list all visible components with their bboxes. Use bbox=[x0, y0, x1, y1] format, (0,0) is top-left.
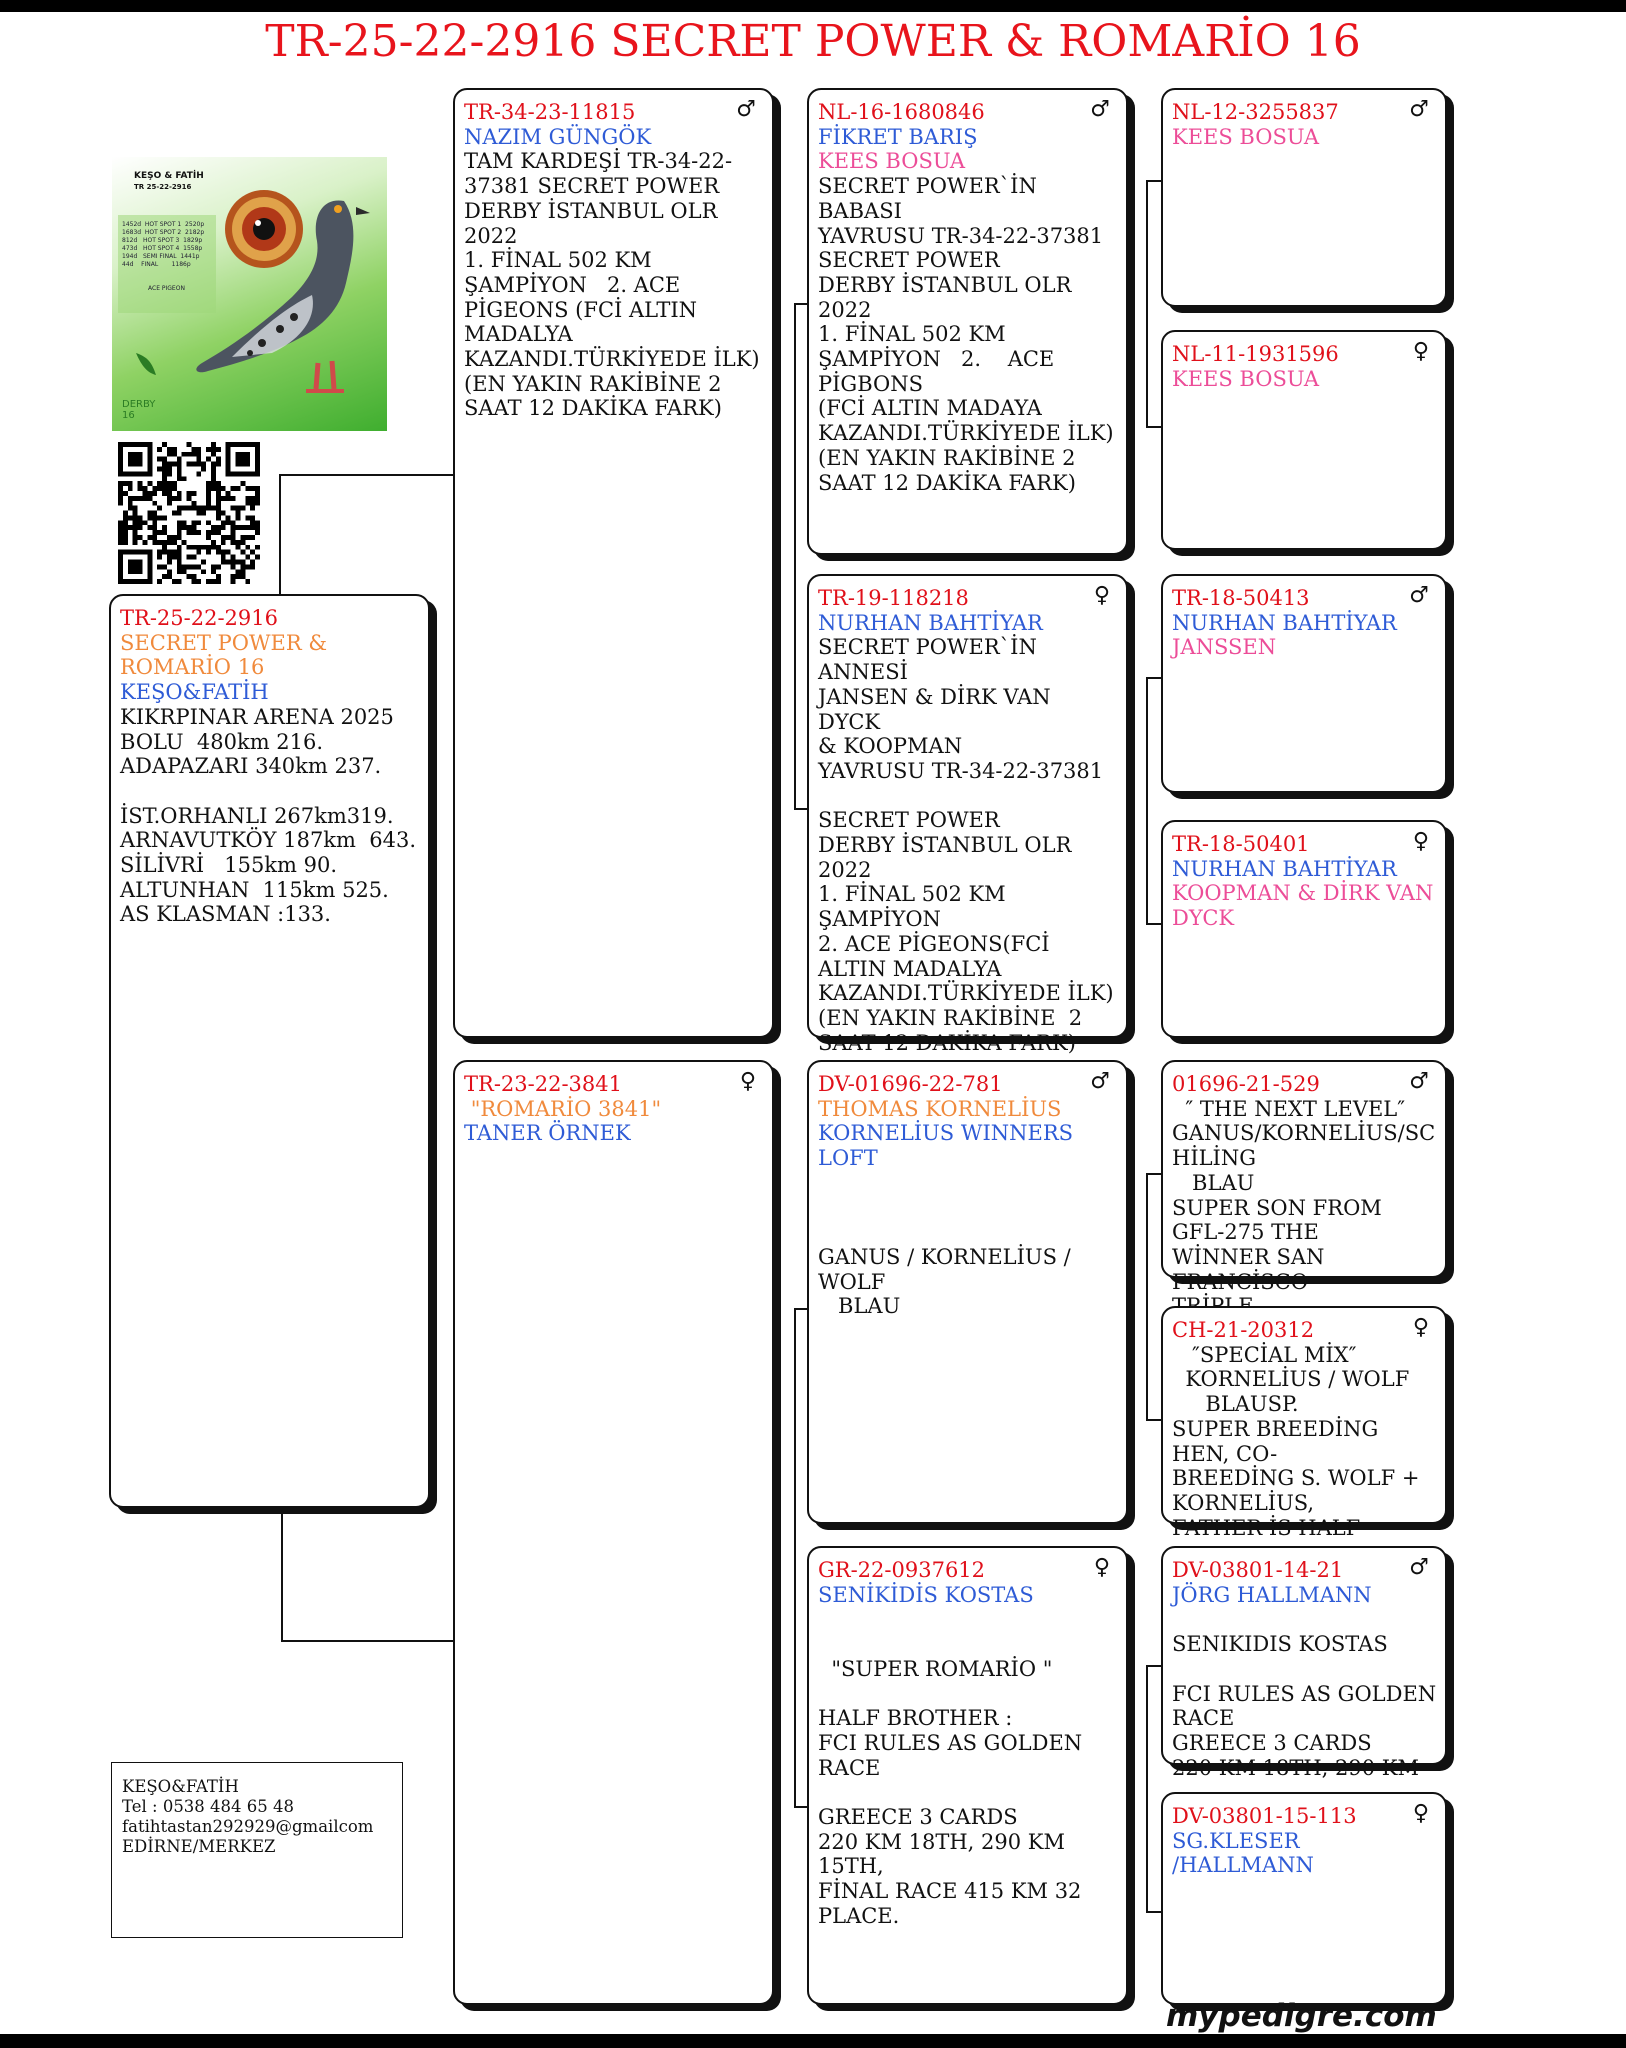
female-icon: ♀ bbox=[1093, 583, 1110, 608]
card-text bbox=[818, 583, 1118, 1055]
note-line: ″SPECİAL MİX″ bbox=[1172, 1342, 1357, 1367]
owner-name: SG.KLESER /HALLMANN bbox=[1172, 1828, 1314, 1878]
note-line: BREEDİNG S. WOLF + bbox=[1172, 1466, 1420, 1491]
ring-number: NL-16-1680846 bbox=[818, 100, 985, 124]
ring-number: DV-03801-15-113 bbox=[1172, 1804, 1357, 1828]
note-line: TAM KARDEŞİ TR-34-22-37381 SECRET POWER bbox=[464, 149, 733, 199]
ring-number: TR-34-23-11815 bbox=[464, 100, 636, 124]
dam-dam-card[interactable] bbox=[807, 1546, 1128, 2005]
photo-header: KEŞO & FATİH bbox=[134, 171, 204, 181]
note-line: AS KLASMAN :133. bbox=[120, 902, 331, 927]
connector-line bbox=[1146, 180, 1148, 428]
connector-line bbox=[794, 1308, 796, 1808]
contact-line: fatihtastan292929@gmailcom bbox=[122, 1817, 374, 1836]
connector-line bbox=[1146, 677, 1148, 925]
note-line: WİNNER SAN FRANCİSCO bbox=[1172, 1244, 1332, 1294]
note-line: 220 KM 18TH, 290 KM bbox=[1172, 1755, 1419, 1780]
connector-line bbox=[1146, 1665, 1161, 1667]
ds-sire-card[interactable] bbox=[1161, 1060, 1447, 1294]
note-line: FATHER İS HALF bbox=[1172, 1515, 1361, 1540]
owner-name: NAZIM GÜNGÖK bbox=[464, 124, 652, 149]
ring-number: GR-22-0937612 bbox=[818, 1558, 986, 1582]
connector-line bbox=[279, 474, 453, 476]
breeder-name: KEES BOSUA bbox=[1172, 366, 1320, 391]
owner-name: FİKRET BARIŞ bbox=[818, 124, 978, 149]
ring-number: TR-19-118218 bbox=[818, 586, 969, 610]
note-line bbox=[1172, 1657, 1437, 1682]
bottom-border bbox=[0, 2034, 1626, 2048]
note-line bbox=[818, 1196, 1118, 1221]
connector-line bbox=[1146, 677, 1161, 679]
female-icon: ♀ bbox=[1412, 829, 1429, 854]
note-line: (EN YAKIN RAKİBİNE 2 bbox=[818, 1005, 1083, 1030]
sire-card[interactable] bbox=[453, 88, 774, 1038]
connector-line bbox=[281, 1640, 453, 1642]
card-text bbox=[1172, 1069, 1437, 1294]
connector-line bbox=[279, 474, 281, 594]
note-line: (EN YAKIN RAKİBİNE 2 bbox=[818, 445, 1076, 470]
connector-line bbox=[794, 1806, 808, 1808]
card-text bbox=[464, 1069, 764, 1999]
connector-line bbox=[281, 1506, 283, 1642]
ss-dam-card[interactable] bbox=[1161, 330, 1447, 550]
owner-name: NURHAN BAHTİYAR bbox=[1172, 856, 1397, 881]
note-line: PLACE. bbox=[818, 1903, 900, 1928]
male-icon: ♂ bbox=[1409, 1555, 1429, 1580]
note-line: FCI RULES AS GOLDEN bbox=[1172, 1681, 1437, 1706]
note-line: ALTIN MADALYA bbox=[818, 956, 1002, 981]
breeder-name: KOOPMAN & DİRK VAN DYCK bbox=[1172, 881, 1441, 931]
pigeon-name: "ROMARİO 3841" bbox=[464, 1096, 662, 1121]
note-line: SUPER BREEDİNG HEN, CO- bbox=[1172, 1416, 1385, 1466]
note-line: GREECE 3 CARDS bbox=[818, 1805, 1018, 1830]
note-line: 220 KM 18TH, 290 KM bbox=[818, 1829, 1065, 1854]
page-title: TR-25-22-2916 SECRET POWER & ROMARİO 16 bbox=[265, 16, 1361, 67]
owner-name: KEŞO&FATİH bbox=[120, 680, 269, 705]
breeder-name: JANSSEN bbox=[1172, 635, 1277, 660]
ring-number: TR-18-50401 bbox=[1172, 832, 1310, 856]
note-line: ARNAVUTKÖY 187km 643. bbox=[120, 828, 417, 853]
note-line: GREECE 3 CARDS bbox=[1172, 1730, 1372, 1755]
note-line: 2. ACE PİGEONS(FCİ bbox=[818, 931, 1050, 956]
note-line: FİNAL RACE 415 KM 32 bbox=[818, 1879, 1082, 1904]
connector-line bbox=[1146, 1665, 1148, 1913]
note-line: 1. FİNAL 502 KM bbox=[818, 322, 1006, 347]
male-icon: ♂ bbox=[1090, 1069, 1110, 1094]
contact-line: KEŞO&FATİH bbox=[122, 1777, 239, 1796]
owner-name: SENİKİDİS KOSTAS bbox=[818, 1582, 1034, 1607]
card-text bbox=[1172, 583, 1437, 787]
note-line bbox=[818, 1682, 1118, 1707]
note-line: 15TH, bbox=[818, 1854, 884, 1879]
note-line: SAAT 12 DAKİKA FARK) bbox=[818, 470, 1076, 495]
note-line: WOLF bbox=[818, 1269, 886, 1294]
note-line: ADAPAZARI 340km 237. bbox=[120, 754, 382, 779]
female-icon: ♀ bbox=[739, 1069, 756, 1094]
note-line: RACE bbox=[1172, 1706, 1235, 1731]
note-line: KORNELİUS / WOLF bbox=[1172, 1367, 1410, 1392]
qr-code bbox=[118, 442, 260, 584]
photo-result: 1452d HOT SPOT 1 2520p bbox=[122, 221, 205, 228]
connector-line bbox=[1146, 1911, 1161, 1913]
note-line: SECRET POWER`İN ANNESİ bbox=[818, 635, 1044, 685]
breeder-name: KEES BOSUA bbox=[1172, 124, 1320, 149]
ring-number: 01696-21-529 bbox=[1172, 1072, 1320, 1096]
connector-line bbox=[1146, 426, 1161, 428]
note-line: FCI RULES AS GOLDEN bbox=[818, 1730, 1083, 1755]
male-icon: ♂ bbox=[736, 97, 756, 122]
male-icon: ♂ bbox=[1409, 583, 1429, 608]
ring-number: CH-21-20312 bbox=[1172, 1318, 1315, 1342]
note-line: YAVRUSU TR-34-22-37381 bbox=[818, 223, 1104, 248]
note-line: KAZANDI.TÜRKİYEDE İLK) bbox=[818, 981, 1114, 1006]
female-icon: ♀ bbox=[1412, 339, 1429, 364]
note-line bbox=[818, 1780, 1118, 1805]
note-line: DERBY İSTANBUL OLR 2022 bbox=[464, 198, 725, 248]
photo-result: 44d FINAL 1186p bbox=[122, 261, 191, 268]
connector-line bbox=[794, 303, 796, 810]
photo-tag: ACE PIGEON bbox=[148, 285, 185, 292]
photo-result: 1683d HOT SPOT 2 2182p bbox=[122, 229, 205, 236]
ring-number: TR-23-22-3841 bbox=[464, 1072, 622, 1096]
ring-number: NL-11-1931596 bbox=[1172, 342, 1339, 366]
connector-line bbox=[794, 303, 808, 305]
note-line: ŞAMPİYON 2. ACE PİGEONS (FCİ ALTIN MADALYA bbox=[464, 272, 704, 347]
note-line: BLAU bbox=[1172, 1170, 1255, 1195]
ring-number: NL-12-3255837 bbox=[1172, 100, 1339, 124]
note-line: "SUPER ROMARİO " bbox=[818, 1656, 1053, 1681]
ring-number: TR-25-22-2916 bbox=[120, 606, 278, 630]
note-line bbox=[120, 779, 420, 804]
site-watermark: mypedigre.com bbox=[1166, 1998, 1437, 2034]
male-icon: ♂ bbox=[1090, 97, 1110, 122]
female-icon: ♀ bbox=[1412, 1315, 1429, 1340]
connector-line bbox=[1146, 1173, 1148, 1421]
owner-name: JÖRG HALLMANN bbox=[1172, 1582, 1372, 1607]
female-icon: ♀ bbox=[1412, 1801, 1429, 1826]
note-line: BOLU 480km 216. bbox=[120, 729, 324, 754]
card-text bbox=[1172, 1801, 1437, 1999]
note-line: KIKRPINAR ARENA 2025 bbox=[120, 704, 394, 729]
note-line bbox=[818, 1607, 1118, 1632]
note-line: & KOOPMAN bbox=[818, 734, 963, 759]
note-line: SAAT 12 DAKİKA FARK) bbox=[818, 1030, 1076, 1055]
contact-box bbox=[111, 1762, 403, 1938]
note-line: HALF BROTHER : bbox=[818, 1706, 1013, 1731]
note-line: DERBY İSTANBUL OLR 2022 bbox=[818, 272, 1079, 322]
note-line: SECRET POWER`İN BABASI bbox=[818, 174, 1044, 223]
connector-line bbox=[794, 808, 808, 810]
card-text bbox=[818, 1555, 1118, 1999]
dam-card[interactable] bbox=[453, 1060, 774, 2005]
pigeon-name: THOMAS KORNELİUS bbox=[818, 1096, 1062, 1121]
note-line: SENIKIDIS KOSTAS bbox=[1172, 1632, 1388, 1657]
note-line: PİGBONS bbox=[818, 371, 923, 396]
connector-line bbox=[1146, 1419, 1161, 1421]
note-line: GANUS/KORNELİUS/SCHİLİNG bbox=[1172, 1121, 1436, 1171]
note-line: RACE bbox=[818, 1755, 881, 1780]
note-line: JANSEN & DİRK VAN DYCK bbox=[818, 684, 1058, 734]
subject-card[interactable] bbox=[109, 594, 430, 1508]
card-text bbox=[1172, 97, 1437, 301]
owner-name: KORNELİUS WINNERS LOFT bbox=[818, 1121, 1080, 1171]
photo-ring: TR 25-22-2916 bbox=[134, 183, 192, 191]
note-line: (FCİ ALTIN MADAYA bbox=[818, 396, 1042, 421]
owner-name: TANER ÖRNEK bbox=[464, 1121, 631, 1146]
card-text bbox=[818, 1069, 1118, 1518]
card-text bbox=[1172, 1315, 1437, 1540]
dd-dam-card[interactable] bbox=[1161, 1792, 1447, 2005]
note-line: ″ THE NEXT LEVEL″ bbox=[1172, 1096, 1406, 1121]
note-line: KORNELİUS, bbox=[1172, 1490, 1315, 1515]
ring-number: DV-03801-14-21 bbox=[1172, 1558, 1344, 1582]
card-text bbox=[1172, 339, 1437, 544]
ring-number: TR-18-50413 bbox=[1172, 586, 1310, 610]
dam-sire-card[interactable] bbox=[807, 1060, 1128, 1524]
note-line: ŞAMPİYON bbox=[818, 907, 941, 932]
connector-line bbox=[1146, 1173, 1161, 1175]
ring-number: DV-01696-22-781 bbox=[818, 1072, 1003, 1096]
note-line: SECRET POWER bbox=[818, 248, 1000, 273]
note-line: 1. FİNAL 502 KM bbox=[464, 248, 652, 273]
note-line: ALTUNHAN 115km 525. bbox=[120, 877, 389, 902]
note-line bbox=[818, 1220, 1118, 1245]
male-icon: ♂ bbox=[1409, 97, 1429, 122]
ds-dam-card[interactable] bbox=[1161, 1306, 1447, 1540]
note-line: İST.ORHANLI 267km319. bbox=[120, 803, 394, 828]
note-line: 1. FİNAL 502 KM bbox=[818, 882, 1006, 907]
dd-sire-card[interactable] bbox=[1161, 1546, 1447, 1780]
card-text bbox=[120, 606, 420, 1502]
ss-sire-card[interactable] bbox=[1161, 88, 1447, 307]
male-icon: ♂ bbox=[1409, 1069, 1429, 1094]
connector-line bbox=[794, 1308, 808, 1310]
photo-result: 812d HOT SPOT 3 1829p bbox=[122, 237, 203, 244]
note-line: ŞAMPİYON 2. ACE bbox=[818, 347, 1055, 372]
note-line: KAZANDI.TÜRKİYEDE İLK) bbox=[464, 347, 760, 372]
connector-line bbox=[1146, 923, 1161, 925]
card-text bbox=[1172, 1555, 1437, 1780]
photo-result: 473d HOT SPOT 4 1558p bbox=[122, 245, 203, 252]
owner-name: NURHAN BAHTİYAR bbox=[1172, 610, 1397, 635]
owner-name: NURHAN BAHTİYAR bbox=[818, 610, 1043, 635]
note-line bbox=[1172, 1607, 1437, 1632]
sire-dam-card[interactable] bbox=[807, 574, 1128, 1055]
sire-sire-card[interactable] bbox=[807, 88, 1128, 555]
photo-result: 194d SEMI FINAL 1441p bbox=[122, 253, 200, 260]
note-line: YAVRUSU TR-34-22-37381 bbox=[818, 758, 1104, 783]
note-line: SECRET POWER bbox=[818, 808, 1000, 833]
card-text bbox=[1172, 829, 1441, 1032]
note-line: KAZANDI.TÜRKİYEDE İLK) bbox=[818, 421, 1114, 446]
note-line: GANUS / KORNELİUS / bbox=[818, 1244, 1071, 1269]
connector-line bbox=[1146, 180, 1161, 182]
card-text bbox=[464, 97, 764, 1032]
note-line: DERBY İSTANBUL OLR 2022 bbox=[818, 833, 1079, 882]
photo-logo: DERBY 16 bbox=[122, 399, 156, 421]
female-icon: ♀ bbox=[1093, 1555, 1110, 1580]
note-line: BLAUSP. bbox=[1172, 1392, 1299, 1417]
top-border bbox=[0, 0, 1626, 12]
note-line: BLAU bbox=[818, 1294, 901, 1319]
contact-line: EDİRNE/MERKEZ bbox=[122, 1837, 276, 1856]
note-line bbox=[818, 1632, 1118, 1657]
breeder-name: KEES BOSUA bbox=[818, 149, 966, 174]
note-line: SUPER SON FROM GFL-275 THE bbox=[1172, 1195, 1389, 1245]
card-text bbox=[818, 97, 1118, 549]
note-line bbox=[818, 784, 1118, 809]
note-line bbox=[818, 1171, 1118, 1196]
sd-sire-card[interactable] bbox=[1161, 574, 1447, 793]
contact-line: Tel : 0538 484 65 48 bbox=[122, 1797, 295, 1816]
pigeon-name: SECRET POWER & ROMARİO 16 bbox=[120, 630, 334, 680]
sd-dam-card[interactable] bbox=[1161, 820, 1447, 1038]
note-line: (EN YAKIN RAKİBİNE 2 SAAT 12 DAKİKA FARK) bbox=[464, 371, 729, 421]
note-line: SİLİVRİ 155km 90. bbox=[120, 853, 338, 878]
pigeon-photo bbox=[112, 157, 387, 431]
